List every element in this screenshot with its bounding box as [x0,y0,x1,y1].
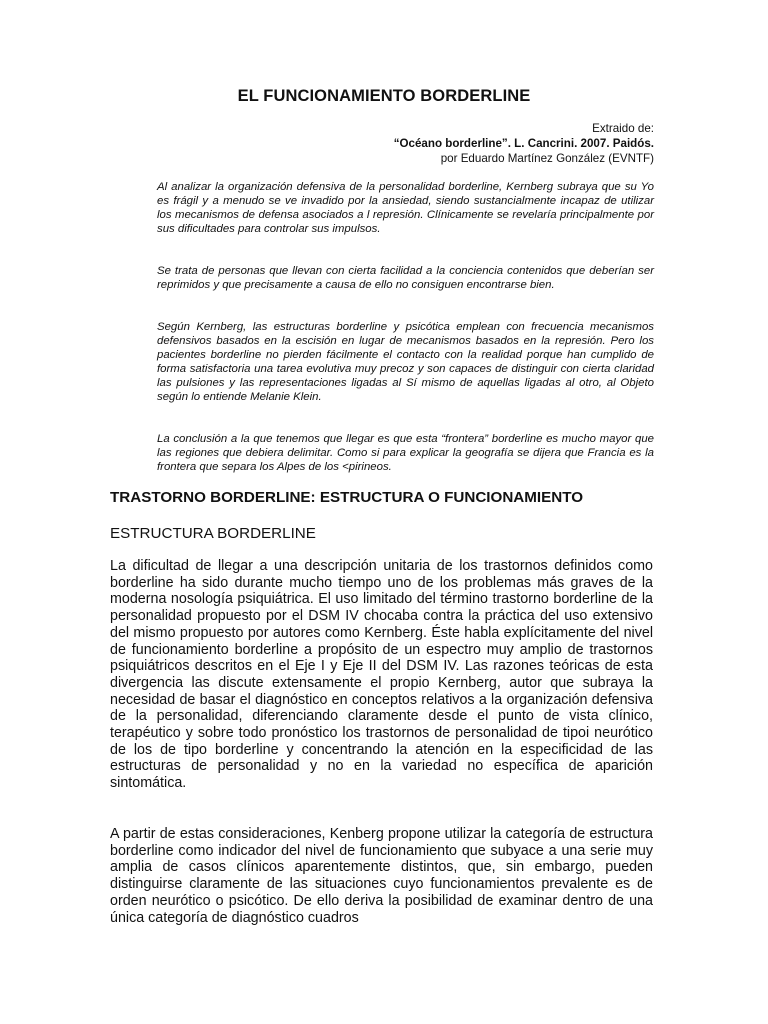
quote-paragraph: La conclusión a la que tenemos que llegar es que esta “frontera” borderline es mucho mayor que las regiones que debiera delimitar. Como si para explicar la geografía se dijera que Francia es la frontera que separa los Alpes de los <pirineos. [157,433,654,473]
source-label: Extraido de: [592,122,654,135]
source-author: por Eduardo Martínez González (EVNTF) [440,152,654,165]
quote-paragraph: Al analizar la organización defensiva de la personalidad borderline, Kernberg subraya que su Yo es frágil y a menudo se ve invadido por la ansiedad, siendo sustancialmente incapaz de utilizar los mecanismos de defensa asociados a l represión. Clínicamente se revelaría principalmente por sus dificultades para controlar sus impulsos. [157,181,654,235]
source-citation [394,121,654,166]
source-reference: “Océano borderline”. L. Cancrini. 2007. Paidós. [393,137,654,150]
quote-paragraph: Según Kernberg, las estructuras borderline y psicótica emplean con frecuencia mecanismos defensivos basados en la escisión en lugar de mecanismos basados en la represión. Pero los pacientes borderline no pierden fácilmente el contacto con la realidad porque han cumplido de forma satisfactoria una tarea evolutiva muy precoz y son capaces de distinguir con cierta claridad las pulsiones y las representaciones ligadas al Sí mismo de aquellas ligadas al otro, al Objeto según lo entiende Melanie Klein. [157,321,654,403]
body-paragraph: A partir de estas consideraciones, Kenberg propone utilizar la categoría de estructura borderline como indicador del nivel de funcionamiento que subyace a una serie muy amplia de casos clínicos aparentemente distintos, que, sin embargo, pueden distinguirse claramente de las situaciones cuyo funcionamientos prevalente es de orden neurótico o psicótico. De ello deriva la posibilidad de examinar dentro de una única categoría de diagnóstico cuadros [110,826,653,926]
section-heading: TRASTORNO BORDERLINE: ESTRUCTURA O FUNCIONAMIENTO [110,489,584,506]
document-title: EL FUNCIONAMIENTO BORDERLINE [237,87,531,105]
body-paragraph: La dificultad de llegar a una descripción unitaria de los trastornos definidos como borderline ha sido durante mucho tiempo uno de los problemas más graves de la moderna nosología psiquiátrica. El uso limitado del término trastorno borderline de la personalidad propuesto por el DSM IV chocaba contra la práctica del uso extensivo del mismo propuesto por autores como Kernberg. Éste habla explícitamente del nivel de funcionamiento borderline a propósito de un espectro muy amplio de trastornos psiquiátricos descritos en el Eje I y Eje II del DSM IV. Las razones teóricas de esta divergencia las discute extensamente el propio Kernberg, autor que subraya la necesidad de basar el diagnóstico en conceptos relativos a la organización defensiva de la personalidad, diferenciando claramente desde el punto de vista clínico, terapéutico y sobre todo pronóstico los trastornos de personalidad de tipoi neurótico de los de tipo borderline y concentrando la atención en la especificidad de las estructuras de personalidad y no en la variedad no específica de aparición sintomática. [110,558,653,792]
subheading: ESTRUCTURA BORDERLINE [110,525,316,542]
quote-paragraph: Se trata de personas que llevan con cierta facilidad a la conciencia contenidos que deberían ser reprimidos y que precisamente a causa de ello no consiguen encontrarse bien. [157,265,654,291]
